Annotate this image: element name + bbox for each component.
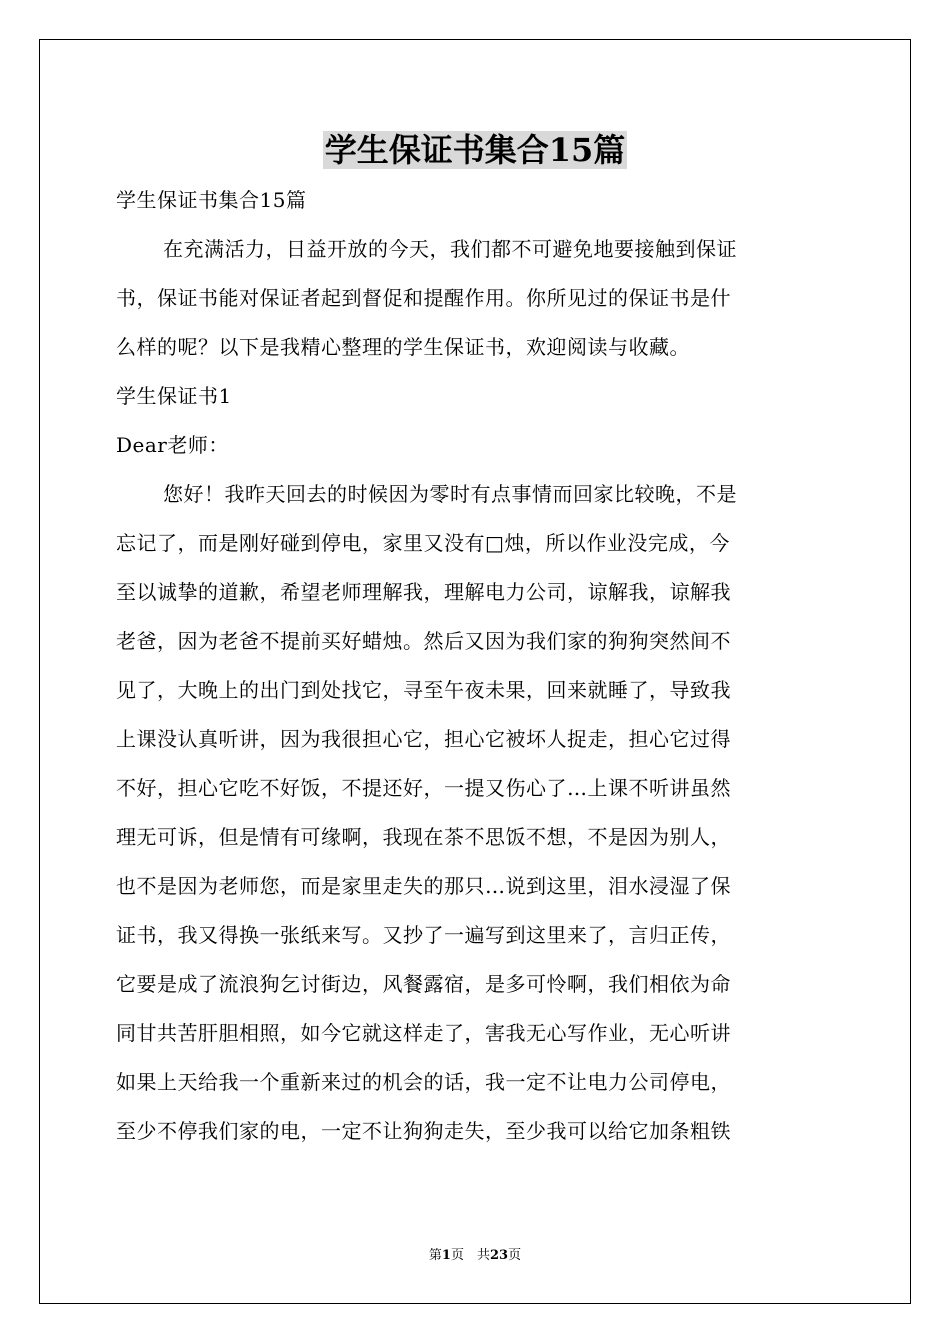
paragraph-line: 老爸，因为老爸不提前买好蜡烛。然后又因为我们家的狗狗突然间不 <box>116 629 731 653</box>
salutation-line: Dear老师： <box>116 433 229 457</box>
section-heading: 学生保证书1 <box>116 384 232 408</box>
paragraph-line: 不好，担心它吃不好饭，不提还好，一提又伤心了…上课不听讲虽然 <box>116 776 731 800</box>
paragraph-line: 至少不停我们家的电，一定不让狗狗走失，至少我可以给它加条粗铁 <box>116 1119 731 1143</box>
subtitle-line: 学生保证书集合15篇 <box>116 188 307 212</box>
paragraph-line: 也不是因为老师您，而是家里走失的那只…说到这里，泪水浸湿了保 <box>116 874 731 898</box>
paragraph-line: 同甘共苦肝胆相照，如今它就这样走了，害我无心写作业，无心听讲 <box>116 1021 731 1045</box>
document-title-text: 学生保证书集合15篇 <box>324 131 626 169</box>
paragraph-line: 忘记了，而是刚好碰到停电，家里又没有□烛，所以作业没完成，今 <box>116 531 730 555</box>
paragraph-line: 见了，大晚上的出门到处找它，寻至午夜未果，回来就睡了，导致我 <box>116 678 731 702</box>
footer-suffix: 页 <box>508 1248 522 1263</box>
paragraph-line: 在充满活力，日益开放的今天，我们都不可避免地要接触到保证 <box>163 237 737 261</box>
paragraph-line: 您好！我昨天回去的时候因为零时有点事情而回家比较晚，不是 <box>163 482 737 506</box>
paragraph-line: 上课没认真听讲，因为我很担心它，担心它被坏人捉走，担心它过得 <box>116 727 731 751</box>
paragraph-line: 证书，我又得换一张纸来写。又抄了一遍写到这里来了，言归正传， <box>116 923 731 947</box>
paragraph-line: 么样的呢？以下是我精心整理的学生保证书，欢迎阅读与收藏。 <box>116 335 690 359</box>
footer-total-pages: 23 <box>489 1248 509 1263</box>
paragraph-line: 至以诚挚的道歉，希望老师理解我，理解电力公司，谅解我，谅解我 <box>116 580 731 604</box>
paragraph-line: 书，保证书能对保证者起到督促和提醒作用。你所见过的保证书是什 <box>116 286 731 310</box>
page-footer <box>0 1246 950 1266</box>
paragraph-line: 如果上天给我一个重新来过的机会的话，我一定不让电力公司停电， <box>116 1070 731 1094</box>
paragraph-line: 它要是成了流浪狗乞讨街边，风餐露宿，是多可怜啊，我们相依为命 <box>116 972 731 996</box>
paragraph-line: 理无可诉，但是情有可缘啊，我现在茶不思饭不想，不是因为别人， <box>116 825 731 849</box>
footer-prefix: 第 <box>428 1248 442 1263</box>
footer-mid: 页 共 <box>450 1248 490 1263</box>
footer-page-number: 1 <box>441 1248 451 1263</box>
document-body <box>116 176 836 1156</box>
document-title <box>0 126 950 174</box>
